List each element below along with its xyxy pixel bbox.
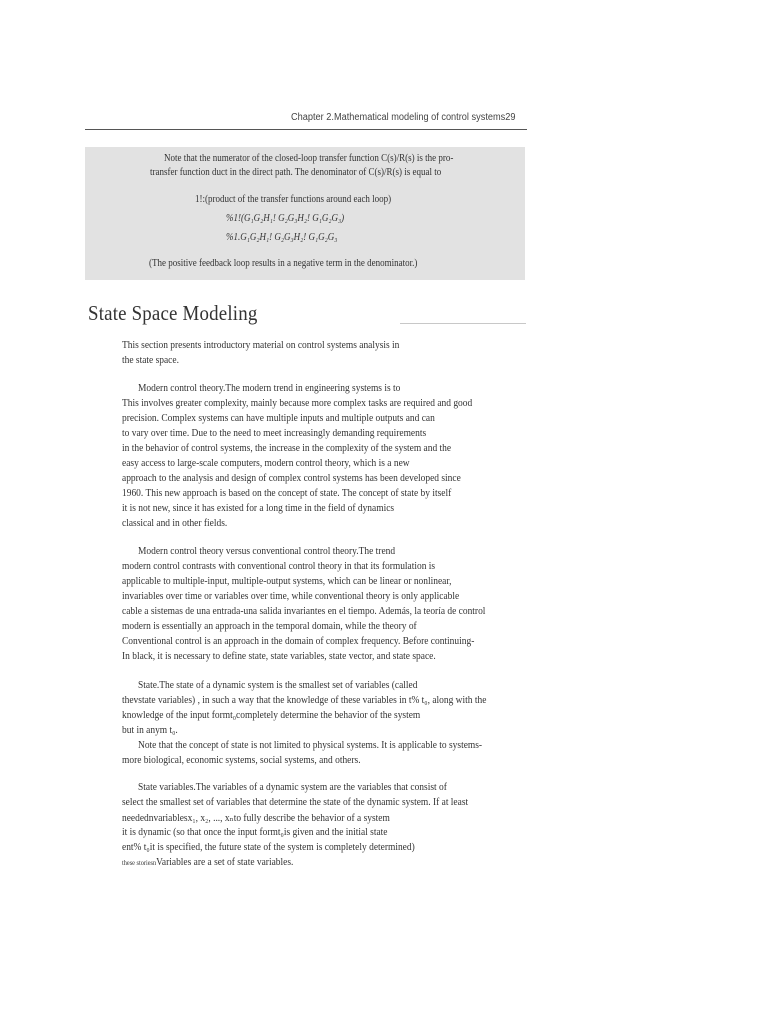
note-line: (The positive feedback loop results in a negative term in the denominator.) bbox=[149, 258, 418, 269]
note-line: Note that the numerator of the closed-loop transfer function C(s)/R(s) is the pro- bbox=[164, 153, 454, 164]
body-line: cable a sistemas de una entrada-una salida invariantes en el tiempo. Además, la teoría de control bbox=[122, 606, 486, 617]
body-line: This involves greater complexity, mainly because more complex tasks are required and good bbox=[122, 398, 473, 409]
body-line: to vary over time. Due to the need to meet increasingly demanding requirements bbox=[122, 428, 427, 439]
note-equation: 1!:(product of the transfer functions around each loop) bbox=[195, 194, 392, 205]
note-line: transfer function duct in the direct path. The denominator of C(s)/R(s) is equal to bbox=[150, 167, 442, 178]
body-line: This section presents introductory material on control systems analysis in bbox=[122, 340, 400, 351]
body-line: modern control contrasts with conventional control theory in that its formulation is bbox=[122, 561, 436, 572]
body-line: applicable to multiple-input, multiple-output systems, which can be linear or nonlinear, bbox=[122, 576, 452, 587]
body-line: invariables over time or variables over time, while conventional theory is only applicable bbox=[122, 591, 460, 602]
body-line: needednvariablesx₁, x₂, ..., xₙto fully describe the behavior of a system bbox=[122, 813, 390, 824]
body-line: thevstate variables) , in such a way that the knowledge of these variables in t% t₀, along with the bbox=[122, 695, 487, 706]
body-line: modern is essentially an approach in the temporal domain, while the theory of bbox=[122, 621, 417, 632]
body-line: select the smallest set of variables that determine the state of the dynamic system. If at least bbox=[122, 797, 469, 808]
running-header: Chapter 2.Mathematical modeling of control systems29 bbox=[291, 112, 516, 123]
body-line: it is dynamic (so that once the input formt₀is given and the initial state bbox=[122, 827, 388, 838]
body-line: classical and in other fields. bbox=[122, 518, 228, 529]
body-line bbox=[122, 857, 293, 868]
body-line: Note that the concept of state is not limited to physical systems. It is applicable to systems- bbox=[138, 740, 483, 751]
body-line: Conventional control is an approach in the domain of complex frequency. Before continuing- bbox=[122, 636, 475, 647]
body-line: more biological, economic systems, social systems, and others. bbox=[122, 755, 361, 766]
body-line: State.The state of a dynamic system is the smallest set of variables (called bbox=[138, 680, 418, 691]
note-equation: %1!(G₁G₂H₁! G₂G₃H₂! G₁G₂G₃) bbox=[226, 213, 345, 224]
body-line: but in anym t₀. bbox=[122, 725, 178, 736]
section-title: State Space Modeling bbox=[88, 301, 258, 325]
small-prefix: these storiesn bbox=[122, 859, 157, 867]
header-rule bbox=[85, 129, 527, 130]
body-line: In black, it is necessary to define state, state variables, state vector, and state space. bbox=[122, 651, 436, 662]
body-line: 1960. This new approach is based on the concept of state. The concept of state by itself bbox=[122, 488, 452, 499]
note-equation: %1.G₁G₂H₁! G₂G₃H₂! G₁G₂G₃ bbox=[226, 232, 338, 243]
body-line: in the behavior of control systems, the increase in the complexity of the system and the bbox=[122, 443, 452, 454]
body-line: approach to the analysis and design of complex control systems has been developed since bbox=[122, 473, 461, 484]
body-line-text: Variables are a set of state variables. bbox=[156, 857, 294, 868]
body-line: Modern control theory.The modern trend in engineering systems is to bbox=[138, 383, 401, 394]
body-line: the state space. bbox=[122, 355, 179, 366]
body-line: State variables.The variables of a dynamic system are the variables that consist of bbox=[138, 782, 447, 793]
body-line: it is not new, since it has existed for a long time in the field of dynamics bbox=[122, 503, 395, 514]
body-line: precision. Complex systems can have multiple inputs and multiple outputs and can bbox=[122, 413, 435, 424]
body-line: Modern control theory versus conventional control theory.The trend bbox=[138, 546, 396, 557]
body-line: knowledge of the input formt₀completely determine the behavior of the system bbox=[122, 710, 421, 721]
body-line: easy access to large-scale computers, modern control theory, which is a new bbox=[122, 458, 410, 469]
title-rule bbox=[400, 323, 526, 324]
body-line: ent% t₀it is specified, the future state of the system is completely determined) bbox=[122, 842, 415, 853]
